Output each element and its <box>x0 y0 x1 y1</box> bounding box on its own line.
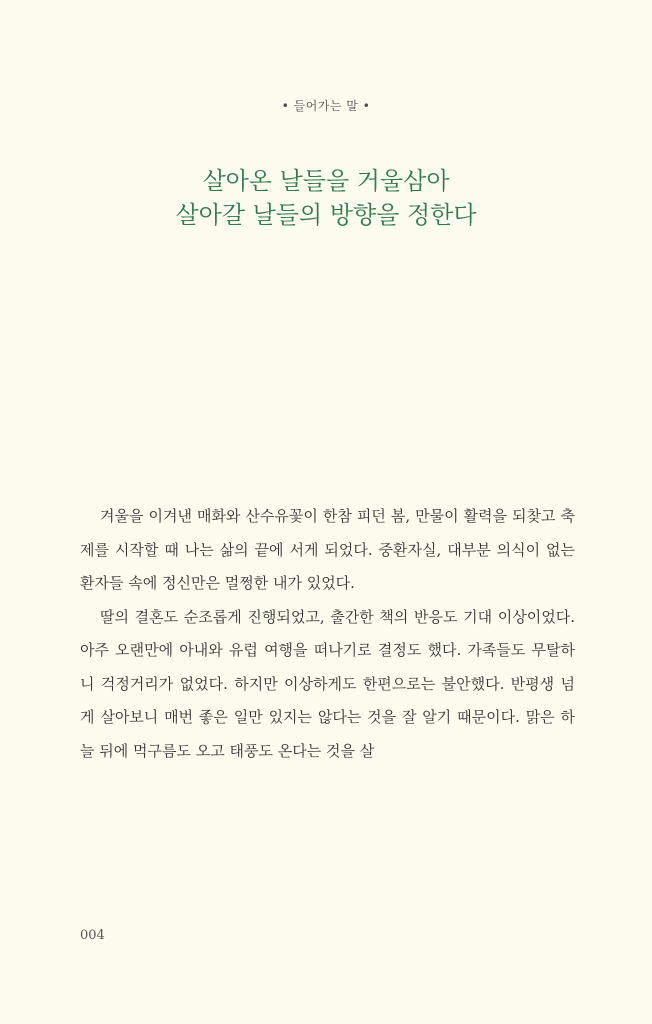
title-line-2: 살아갈 날들의 방향을 정한다 <box>175 201 477 229</box>
section-label: • 들어가는 말 • <box>281 99 371 113</box>
paragraph: 딸의 결혼도 순조롭게 진행되었고, 출간한 책의 반응도 기대 이상이었다. 아주 오랜만에 아내와 유럽 여행을 떠나기로 결정도 했다. 가족들도 무탈하니 걱정거리가 없었다. 하지만 이상하게도 한편으로는 불안했다. 반평생 넘게 살아보니 매번 좋은 일만 있지는 않다는 것을 잘 알기 때문이다. 맑은 하늘 뒤에 먹구름도 오고 태풍도 온다는 것을 살 <box>80 607 575 760</box>
paragraph: 겨울을 이겨낸 매화와 산수유꽃이 한참 피던 봄, 만물이 활력을 되찾고 축제를 시작할 때 나는 삶의 끝에 서게 되었다. 중환자실, 대부분 의식이 없는 환자들 속에 정신만은 멀쩡한 내가 있었다. <box>80 507 575 592</box>
title-line-1: 살아온 날들을 거울삼아 <box>202 167 450 195</box>
page-number: 004 <box>80 928 105 943</box>
body-text <box>80 500 575 768</box>
page-title <box>0 164 652 232</box>
